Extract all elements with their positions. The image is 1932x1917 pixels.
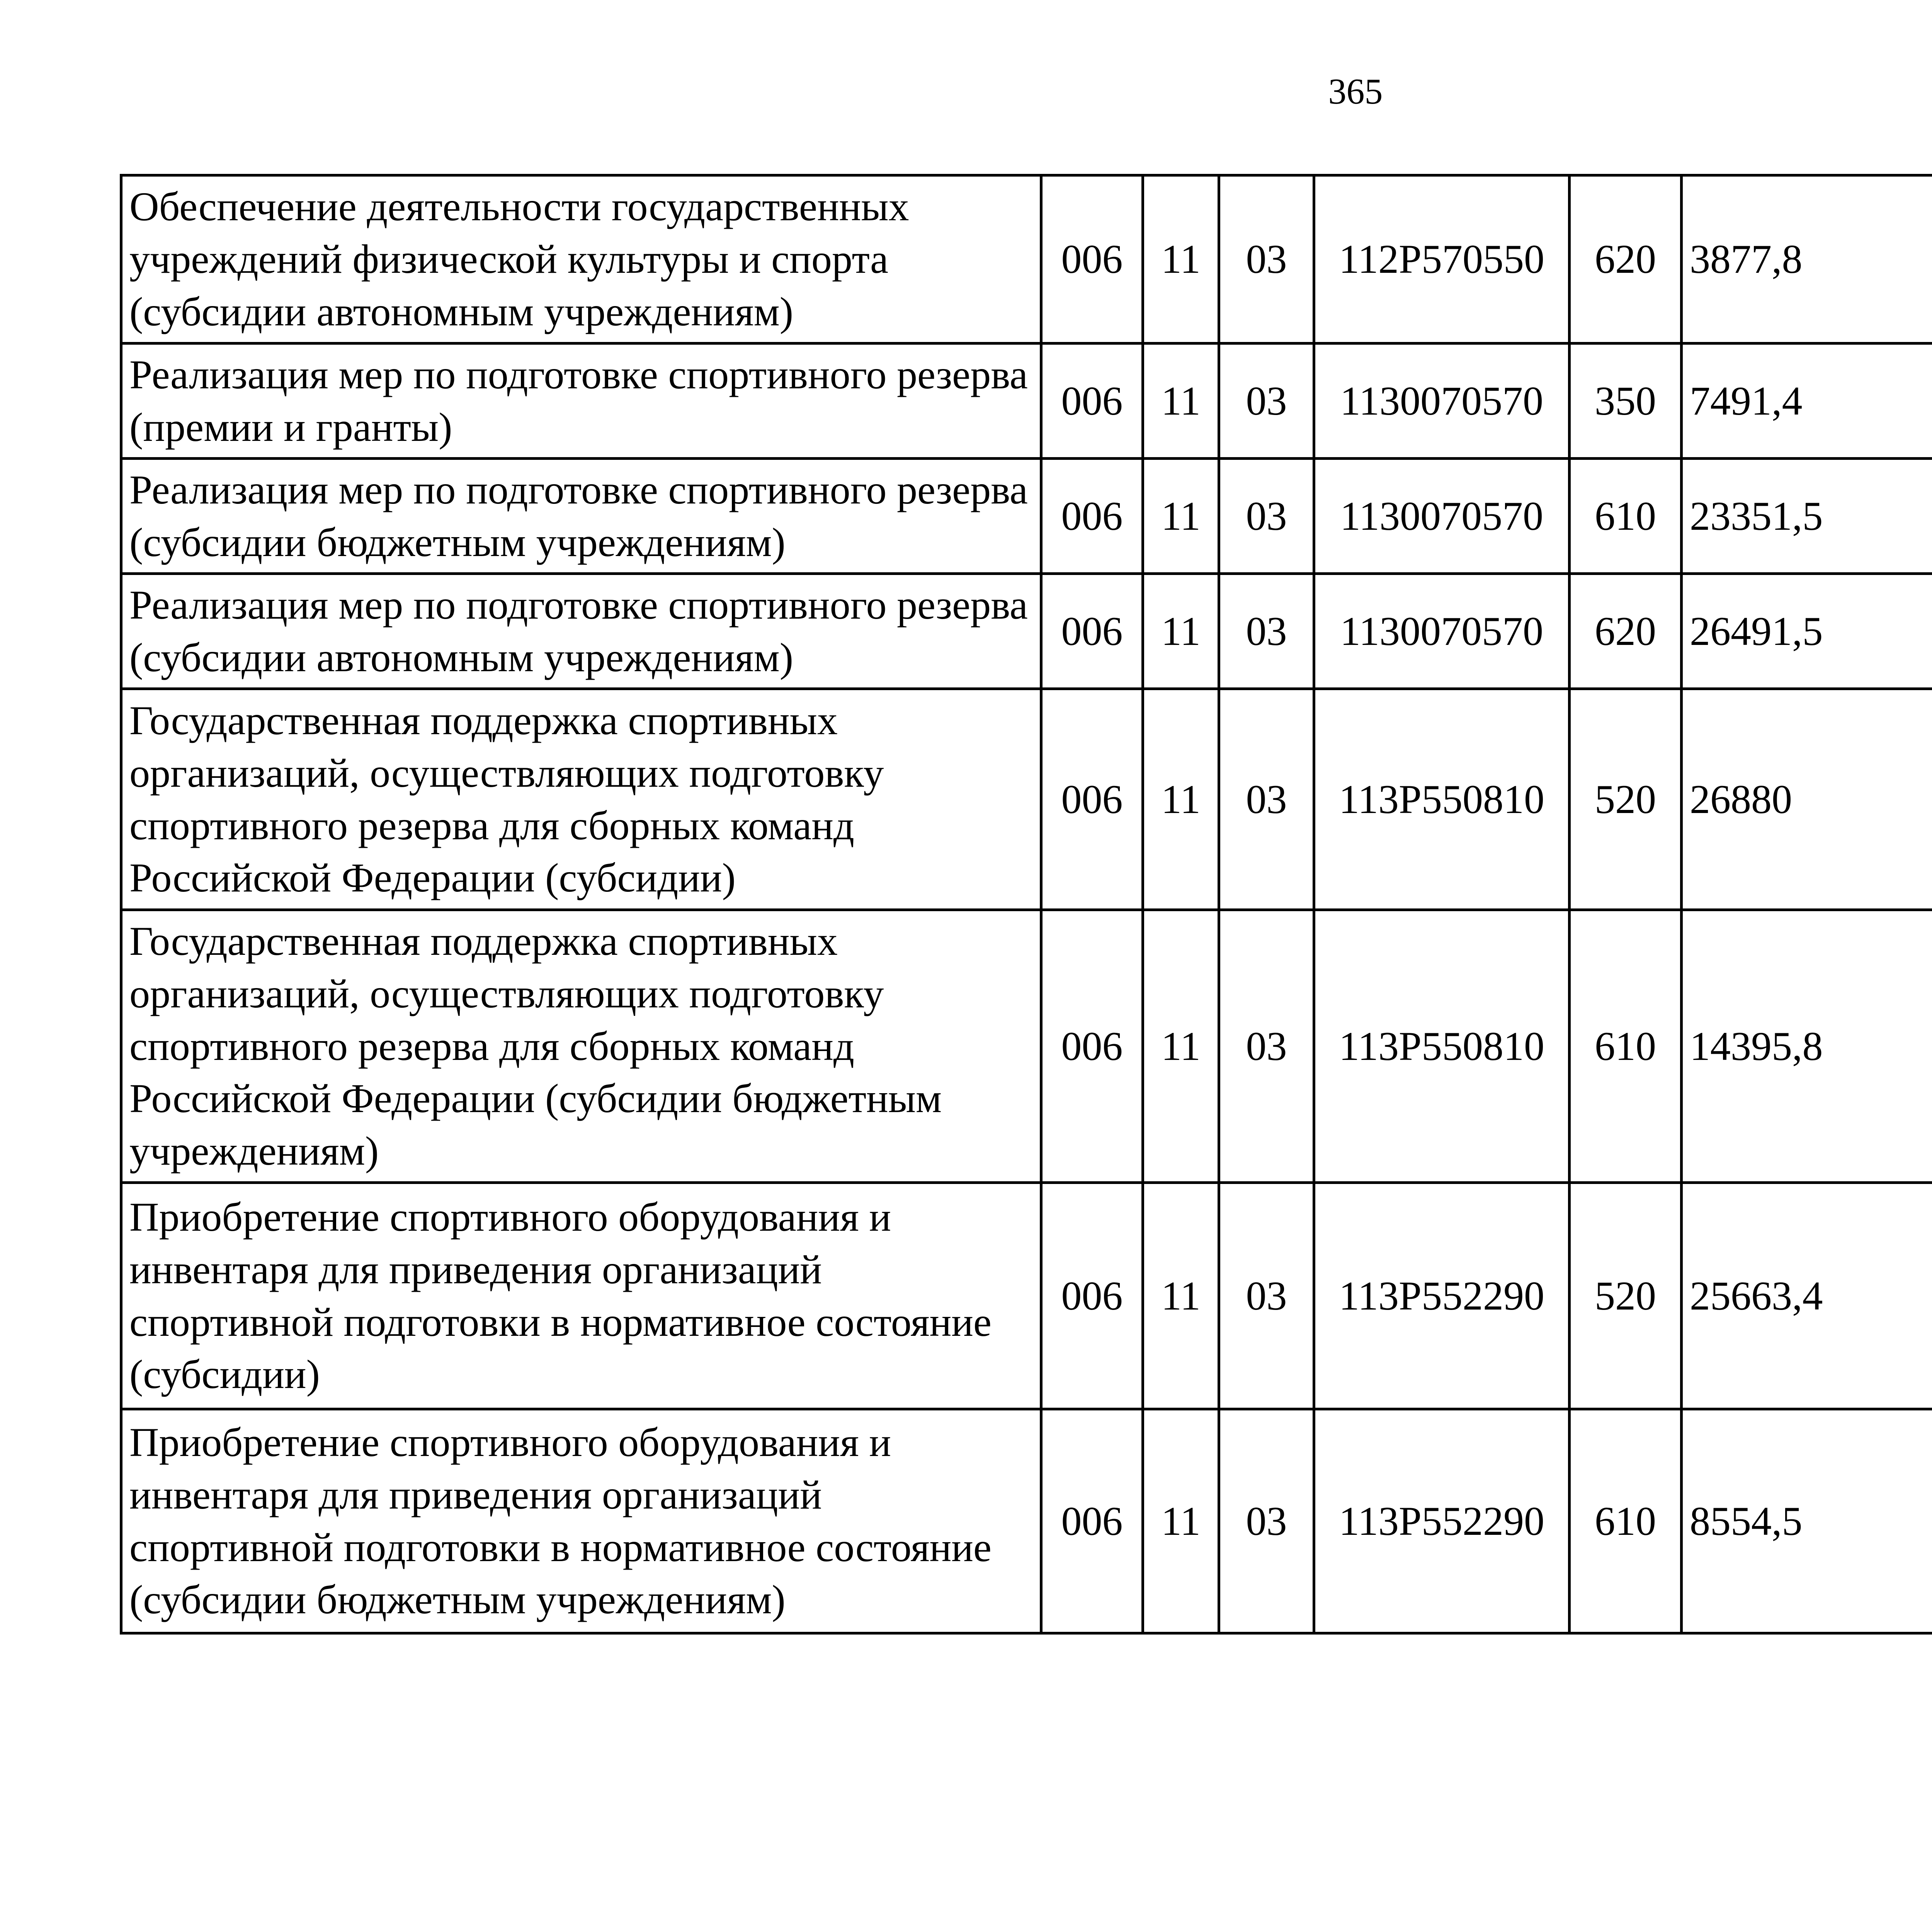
target-article-code: 112P570550: [1314, 175, 1570, 344]
amount-1: 14395,8: [1682, 910, 1932, 1183]
row-description: Реализация мер по подготовке спортивного резерва (субсидии автономным учреждениям): [121, 574, 1041, 689]
page-number: 365: [1328, 71, 1383, 112]
section-code: 11: [1143, 459, 1219, 574]
ministry-code: 006: [1041, 1409, 1143, 1633]
target-article-code: 113P552290: [1314, 1183, 1570, 1409]
expense-type-code: 520: [1570, 689, 1682, 910]
amount-1: 3877,8: [1682, 175, 1932, 344]
budget-table: [120, 174, 1932, 1635]
table-row: [121, 689, 1932, 910]
target-article-code: 113P552290: [1314, 1409, 1570, 1633]
table-row: [121, 1183, 1932, 1409]
target-article-code: 1130070570: [1314, 459, 1570, 574]
expense-type-code: 620: [1570, 175, 1682, 344]
row-description: Приобретение спортивного оборудования и инвентаря для приведения организаций спортивной подготовки в нормативное состояние (субсидии): [121, 1183, 1041, 1409]
expense-type-code: 610: [1570, 910, 1682, 1183]
subsection-code: 03: [1219, 175, 1314, 344]
ministry-code: 006: [1041, 459, 1143, 574]
expense-type-code: 520: [1570, 1183, 1682, 1409]
section-code: 11: [1143, 689, 1219, 910]
target-article-code: 1130070570: [1314, 574, 1570, 689]
amount-1: 7491,4: [1682, 344, 1932, 459]
row-description: Приобретение спортивного оборудования и инвентаря для приведения организаций спортивной подготовки в нормативное состояние (субсидии бюджетным учреждениям): [121, 1409, 1041, 1633]
target-article-code: 113P550810: [1314, 689, 1570, 910]
expense-type-code: 610: [1570, 459, 1682, 574]
ministry-code: 006: [1041, 689, 1143, 910]
amount-1: 25663,4: [1682, 1183, 1932, 1409]
table-row: [121, 1409, 1932, 1633]
section-code: 11: [1143, 1409, 1219, 1633]
ministry-code: 006: [1041, 910, 1143, 1183]
section-code: 11: [1143, 574, 1219, 689]
subsection-code: 03: [1219, 689, 1314, 910]
target-article-code: 113P550810: [1314, 910, 1570, 1183]
budget-table-body: [121, 175, 1932, 1633]
row-description: Реализация мер по подготовке спортивного резерва (субсидии бюджетным учреждениям): [121, 459, 1041, 574]
row-description: Государственная поддержка спортивных организаций, осуществляющих подготовку спортивного резерва для сборных команд Российской Федерации (субсидии): [121, 689, 1041, 910]
table-row: [121, 910, 1932, 1183]
ministry-code: 006: [1041, 344, 1143, 459]
section-code: 11: [1143, 1183, 1219, 1409]
row-description: Государственная поддержка спортивных организаций, осуществляющих подготовку спортивного резерва для сборных команд Российской Федерации (субсидии бюджетным учреждениям): [121, 910, 1041, 1183]
subsection-code: 03: [1219, 344, 1314, 459]
row-description: Реализация мер по подготовке спортивного резерва (премии и гранты): [121, 344, 1041, 459]
subsection-code: 03: [1219, 1183, 1314, 1409]
subsection-code: 03: [1219, 1409, 1314, 1633]
section-code: 11: [1143, 344, 1219, 459]
table-row: [121, 344, 1932, 459]
amount-1: 23351,5: [1682, 459, 1932, 574]
table-row: [121, 574, 1932, 689]
table-row: [121, 175, 1932, 344]
section-code: 11: [1143, 175, 1219, 344]
expense-type-code: 350: [1570, 344, 1682, 459]
amount-1: 26491,5: [1682, 574, 1932, 689]
amount-1: 8554,5: [1682, 1409, 1932, 1633]
section-code: 11: [1143, 910, 1219, 1183]
target-article-code: 1130070570: [1314, 344, 1570, 459]
ministry-code: 006: [1041, 574, 1143, 689]
subsection-code: 03: [1219, 910, 1314, 1183]
ministry-code: 006: [1041, 1183, 1143, 1409]
subsection-code: 03: [1219, 459, 1314, 574]
subsection-code: 03: [1219, 574, 1314, 689]
expense-type-code: 620: [1570, 574, 1682, 689]
amount-1: 26880: [1682, 689, 1932, 910]
table-row: [121, 459, 1932, 574]
ministry-code: 006: [1041, 175, 1143, 344]
expense-type-code: 610: [1570, 1409, 1682, 1633]
row-description: Обеспечение деятельности государственных учреждений физической культуры и спорта (субсидии автономным учреждениям): [121, 175, 1041, 344]
